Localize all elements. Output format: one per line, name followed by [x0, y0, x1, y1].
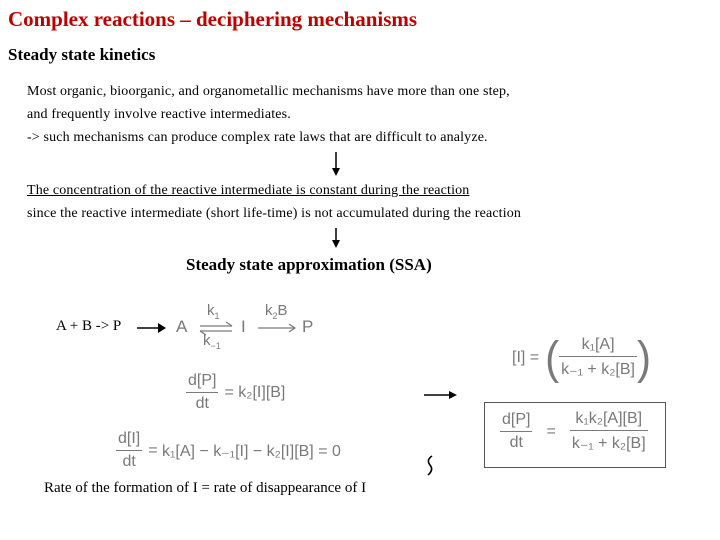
slide-title: Complex reactions – deciphering mechanisms [8, 7, 418, 31]
right-arrow-reaction-icon [137, 323, 166, 333]
mechanism-intermediate: I [241, 317, 246, 336]
intermediate-concentration-equation: [I] = ( $\frac{\text{k₁[A]}}{\text{k₋₁ + k₂[B]}}$ ) [512, 331, 651, 383]
ssa-heading: Steady state approximation (SSA) [186, 255, 432, 274]
intro-line-2: and frequently involve reactive intermediates. [27, 107, 291, 122]
rate-balance-statement: Rate of the formation of I = rate of disappearance of I [44, 480, 367, 496]
intro-line-3: -> such mechanisms can produce complex rate laws that are difficult to analyze. [27, 130, 488, 145]
down-arrow-2-icon [332, 228, 340, 248]
final-rate-law-equation: $\frac{d[P]}{dt}$ = $\frac{\text{k₁k₂[A][B]}}{\text{k₋₁ + k₂[B]}}$ [502, 410, 646, 452]
slide-subtitle: Steady state kinetics [8, 45, 156, 64]
rate-of-product-equation: $\frac{d[P]}{dt}$ = k₂[I][B] [188, 372, 286, 412]
statement-line-1: The concentration of the reactive intermediate is constant during the reaction [27, 183, 470, 198]
statement-line-2: since the reactive intermediate (short life-time) is not accumulated during the reaction [27, 206, 522, 221]
right-arrow-result-icon [424, 391, 457, 399]
mechanism-reactant: A [176, 317, 188, 336]
rate-of-intermediate-equation: $\frac{d[I]}{dt}$ = k₁[A] − k₋₁[I] − k₂[I][B] = 0 [118, 430, 341, 470]
curly-brace-icon [428, 456, 432, 475]
down-arrow-1-icon [332, 152, 340, 176]
overall-reaction: A + B -> P [56, 318, 122, 334]
k1-label: $k_1$ [207, 302, 220, 321]
k2-label: $k_2B$ [265, 302, 288, 321]
k-minus-1-label: $k_{-1}$ [203, 332, 221, 351]
intro-line-1: Most organic, bioorganic, and organometallic mechanisms have more than one step, [27, 84, 510, 99]
mechanism-product: P [302, 317, 314, 336]
